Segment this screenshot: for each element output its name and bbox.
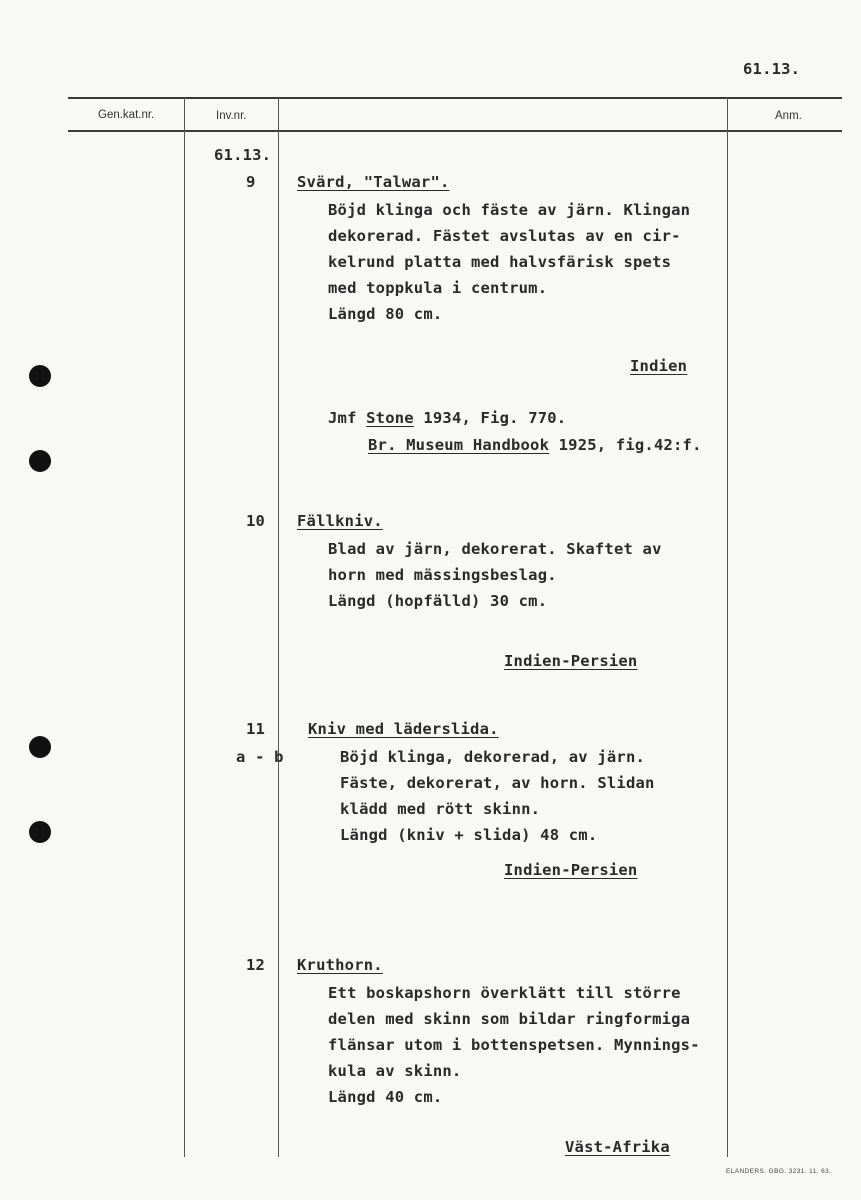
- inv-sub-number: a - b: [236, 748, 284, 766]
- reference-detail: 1934, Fig. 770.: [413, 409, 567, 427]
- collection-number: 61.13.: [214, 146, 272, 164]
- entry-reference-2: [368, 436, 702, 454]
- entry-line: Längd (hopfälld) 30 cm.: [328, 592, 548, 610]
- entry-line: flänsar utom i bottenspetsen. Mynnings-: [328, 1036, 700, 1054]
- entry-line: Blad av järn, dekorerat. Skaftet av: [328, 540, 662, 558]
- header-inv: Inv.nr.: [216, 110, 247, 122]
- entry-line: kula av skinn.: [328, 1062, 462, 1080]
- binder-hole-3: [29, 736, 51, 758]
- reference-title: Br. Museum Handbook: [368, 436, 550, 454]
- inv-number-12: 12: [246, 956, 266, 974]
- header-anm: Anm.: [775, 110, 802, 122]
- reference-author: Stone: [366, 409, 414, 427]
- entry-line: delen med skinn som bildar ringformiga: [328, 1010, 691, 1028]
- entry-title: Kruthorn.: [297, 956, 383, 974]
- entry-line: horn med mässingsbeslag.: [328, 566, 557, 584]
- entry-origin: Indien: [630, 357, 688, 375]
- column-divider-2: [278, 97, 279, 1157]
- binder-hole-4: [29, 821, 51, 843]
- entry-line: Längd 80 cm.: [328, 305, 443, 323]
- entry-line: kelrund platta med halvsfärisk spets: [328, 253, 672, 271]
- page-number: 61.13.: [743, 60, 801, 78]
- entry-line: Längd 40 cm.: [328, 1088, 443, 1106]
- binder-hole-2: [29, 450, 51, 472]
- entry-line: Ett boskapshorn överklätt till större: [328, 984, 681, 1002]
- column-divider-3: [727, 97, 728, 1157]
- entry-origin: Indien-Persien: [504, 652, 638, 670]
- entry-origin: Väst-Afrika: [565, 1138, 670, 1156]
- inv-number-11: 11: [246, 720, 266, 738]
- entry-line: Böjd klinga, dekorerad, av järn.: [340, 748, 646, 766]
- entry-title: Fällkniv.: [297, 512, 383, 530]
- entry-line: Böjd klinga och fäste av järn. Klingan: [328, 201, 691, 219]
- entry-line: Längd (kniv + slida) 48 cm.: [340, 826, 598, 844]
- entry-line: Fäste, dekorerat, av horn. Slidan: [340, 774, 655, 792]
- entry-title: Kniv med läderslida.: [308, 720, 499, 738]
- printer-mark: ELANDERS. GBG. 3231. 11. 63.: [726, 1168, 832, 1175]
- reference-prefix: Jmf: [328, 409, 367, 427]
- inv-number-10: 10: [246, 512, 266, 530]
- entry-reference-1: [328, 409, 566, 427]
- header-gen-kat: Gen.kat.nr.: [98, 109, 155, 121]
- inv-number-9: 9: [246, 173, 256, 191]
- entry-origin: Indien-Persien: [504, 861, 638, 879]
- entry-line: dekorerad. Fästet avslutas av en cir-: [328, 227, 681, 245]
- column-divider-1: [184, 97, 185, 1157]
- entry-line: med toppkula i centrum.: [328, 279, 548, 297]
- entry-line: klädd med rött skinn.: [340, 800, 541, 818]
- reference-detail: 1925, fig.42:f.: [549, 436, 702, 454]
- binder-hole-1: [29, 365, 51, 387]
- entry-title: Svärd, "Talwar".: [297, 173, 450, 191]
